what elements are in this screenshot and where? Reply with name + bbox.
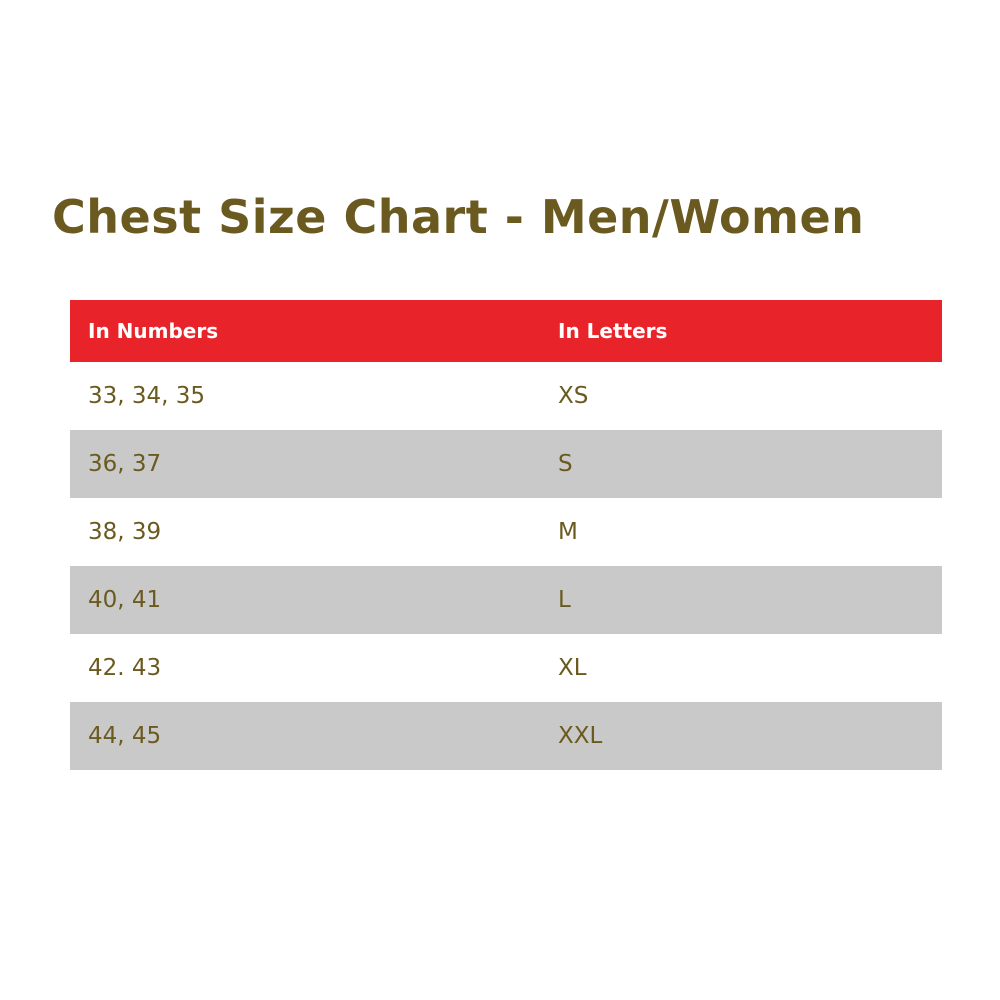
cell-numbers: 42. 43 xyxy=(70,634,540,702)
table-header xyxy=(70,300,942,362)
cell-letters: M xyxy=(540,498,942,566)
table-row xyxy=(70,702,942,770)
cell-numbers: 38, 39 xyxy=(70,498,540,566)
chest-size-table xyxy=(70,300,942,770)
table-header-row xyxy=(70,300,942,362)
cell-numbers: 33, 34, 35 xyxy=(70,362,540,430)
page-title: Chest Size Chart - Men/Women xyxy=(52,190,865,244)
table-row xyxy=(70,430,942,498)
cell-numbers: 36, 37 xyxy=(70,430,540,498)
cell-letters: S xyxy=(540,430,942,498)
table-row xyxy=(70,566,942,634)
cell-letters: XL xyxy=(540,634,942,702)
table-row xyxy=(70,634,942,702)
cell-numbers: 40, 41 xyxy=(70,566,540,634)
table-body xyxy=(70,362,942,770)
table-row xyxy=(70,498,942,566)
column-header-in-numbers: In Numbers xyxy=(70,300,540,362)
cell-letters: XS xyxy=(540,362,942,430)
column-header-in-letters: In Letters xyxy=(540,300,942,362)
cell-letters: L xyxy=(540,566,942,634)
cell-numbers: 44, 45 xyxy=(70,702,540,770)
table-row xyxy=(70,362,942,430)
cell-letters: XXL xyxy=(540,702,942,770)
